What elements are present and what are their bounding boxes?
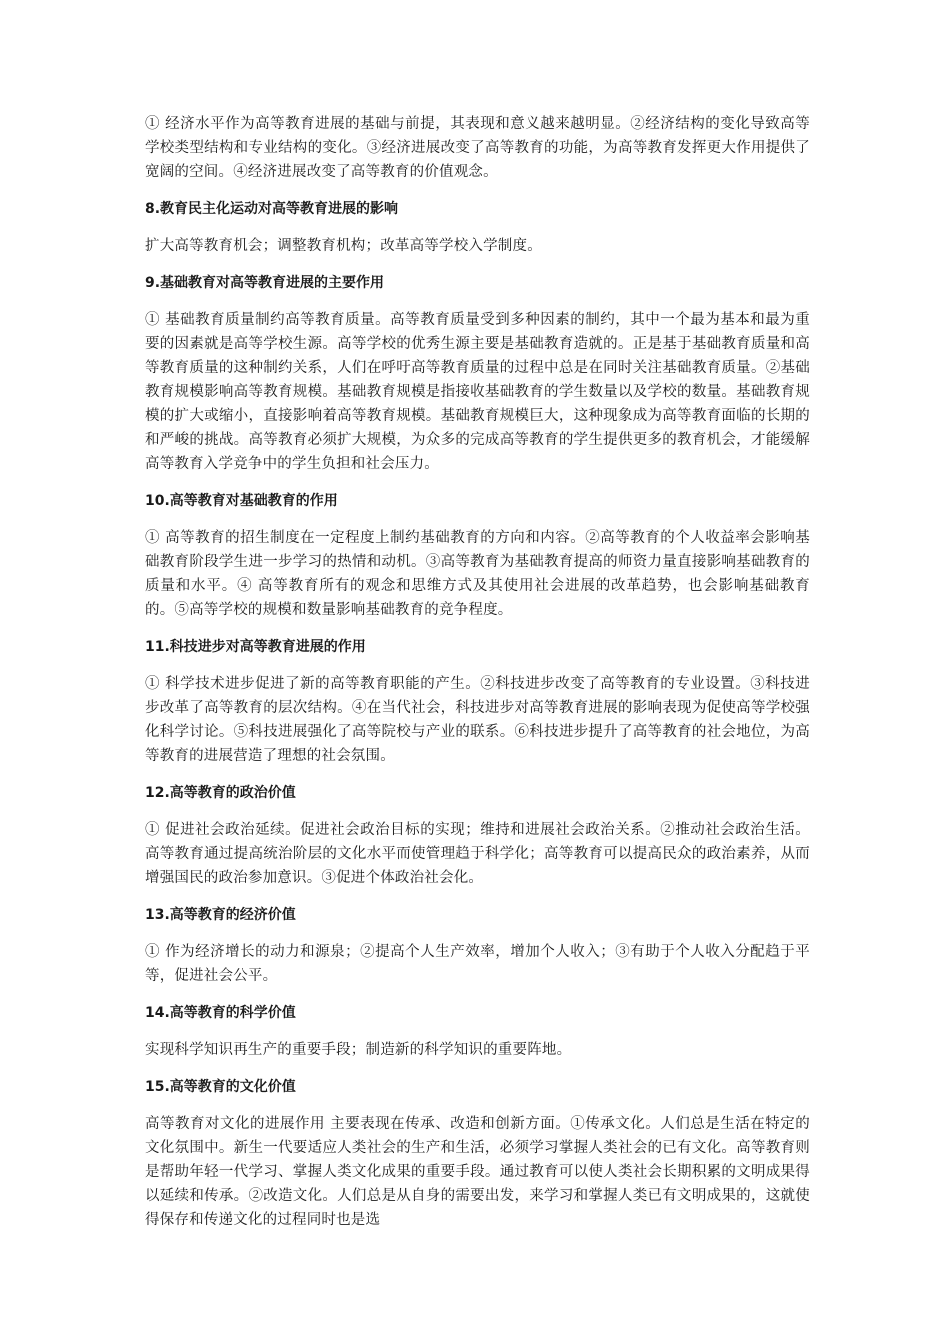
paragraph-8: 扩大高等教育机会；调整教育机构；改革高等学校入学制度。 — [145, 238, 542, 254]
heading-11: 11.科技进步对高等教育进展的作用 — [145, 639, 366, 655]
heading-15: 15.高等教育的文化价值 — [145, 1079, 296, 1095]
heading-8: 8.教育民主化运动对高等教育进展的影响 — [145, 201, 399, 217]
paragraph-10: ① 高等教育的招生制度在一定程度上制约基础教育的方向和内容。②高等教育的个人收益率会影响基础教育阶段学生进一步学习的热情和动机。③高等教育为基础教育提高的师资力量直接影响基础教育的质量和水平。④ 高等教育所有的观念和思维方式及其使用社会进展的改革趋势，也会影响基础教育的。⑤高等学校的规模和数量影响基础教育的竞争程度。 — [145, 530, 810, 618]
paragraph-economy-effects: ① 经济水平作为高等教育进展的基础与前提，其表现和意义越来越明显。②经济结构的变化导致高等学校类型结构和专业结构的变化。③经济进展改变了高等教育的功能，为高等教育发挥更大作用提供了宽阔的空间。④经济进展改变了高等教育的价值观念。 — [145, 116, 810, 180]
paragraph-14: 实现科学知识再生产的重要手段；制造新的科学知识的重要阵地。 — [145, 1042, 572, 1058]
heading-9: 9.基础教育对高等教育进展的主要作用 — [145, 275, 385, 291]
document-page — [145, 112, 810, 1246]
paragraph-15: 高等教育对文化的进展作用 主要表现在传承、改造和创新方面。①传承文化。人们总是生活在特定的文化氛围中。新生一代要适应人类社会的生产和生活，必须学习掌握人类社会的已有文化。高等教育则是帮助年轻一代学习、掌握人类文化成果的重要手段。通过教育可以使人类社会长期积累的文明成果得以延续和传承。②改造文化。人们总是从自身的需要出发，来学习和掌握人类已有文明成果的，这就使得保存和传递文化的过程同时也是选 — [145, 1116, 810, 1228]
heading-10: 10.高等教育对基础教育的作用 — [145, 493, 338, 509]
paragraph-13: ① 作为经济增长的动力和源泉；②提高个人生产效率，增加个人收入；③有助于个人收入分配趋于平等，促进社会公平。 — [145, 944, 810, 984]
paragraph-12: ① 促进社会政治延续。促进社会政治目标的实现；维持和进展社会政治关系。②推动社会政治生活。高等教育通过提高统治阶层的文化水平而使管理趋于科学化；高等教育可以提高民众的政治素养，从而增强国民的政治参加意识。③促进个体政治社会化。 — [145, 822, 810, 886]
heading-12: 12.高等教育的政治价值 — [145, 785, 296, 801]
paragraph-11: ① 科学技术进步促进了新的高等教育职能的产生。②科技进步改变了高等教育的专业设置。③科技进步改革了高等教育的层次结构。④在当代社会，科技进步对高等教育进展的影响表现为促使高等学校强化科学讨论。⑤科技进展强化了高等院校与产业的联系。⑥科技进步提升了高等教育的社会地位，为高等教育的进展营造了理想的社会氛围。 — [145, 676, 810, 764]
paragraph-9: ① 基础教育质量制约高等教育质量。高等教育质量受到多种因素的制约，其中一个最为基本和最为重要的因素就是高等学校生源。高等学校的优秀生源主要是基础教育造就的。正是基于基础教育质量和高等教育质量的这种制约关系，人们在呼吁高等教育质量的过程中总是在同时关注基础教育质量。②基础教育规模影响高等教育规模。基础教育规模是指接收基础教育的学生数量以及学校的数量。基础教育规模的扩大或缩小，直接影响着高等教育规模。基础教育规模巨大，这种现象成为高等教育面临的长期的和严峻的挑战。高等教育必须扩大规模，为众多的完成高等教育的学生提供更多的教育机会，才能缓解高等教育入学竞争中的学生负担和社会压力。 — [145, 312, 810, 472]
heading-13: 13.高等教育的经济价值 — [145, 907, 296, 923]
heading-14: 14.高等教育的科学价值 — [145, 1005, 296, 1021]
